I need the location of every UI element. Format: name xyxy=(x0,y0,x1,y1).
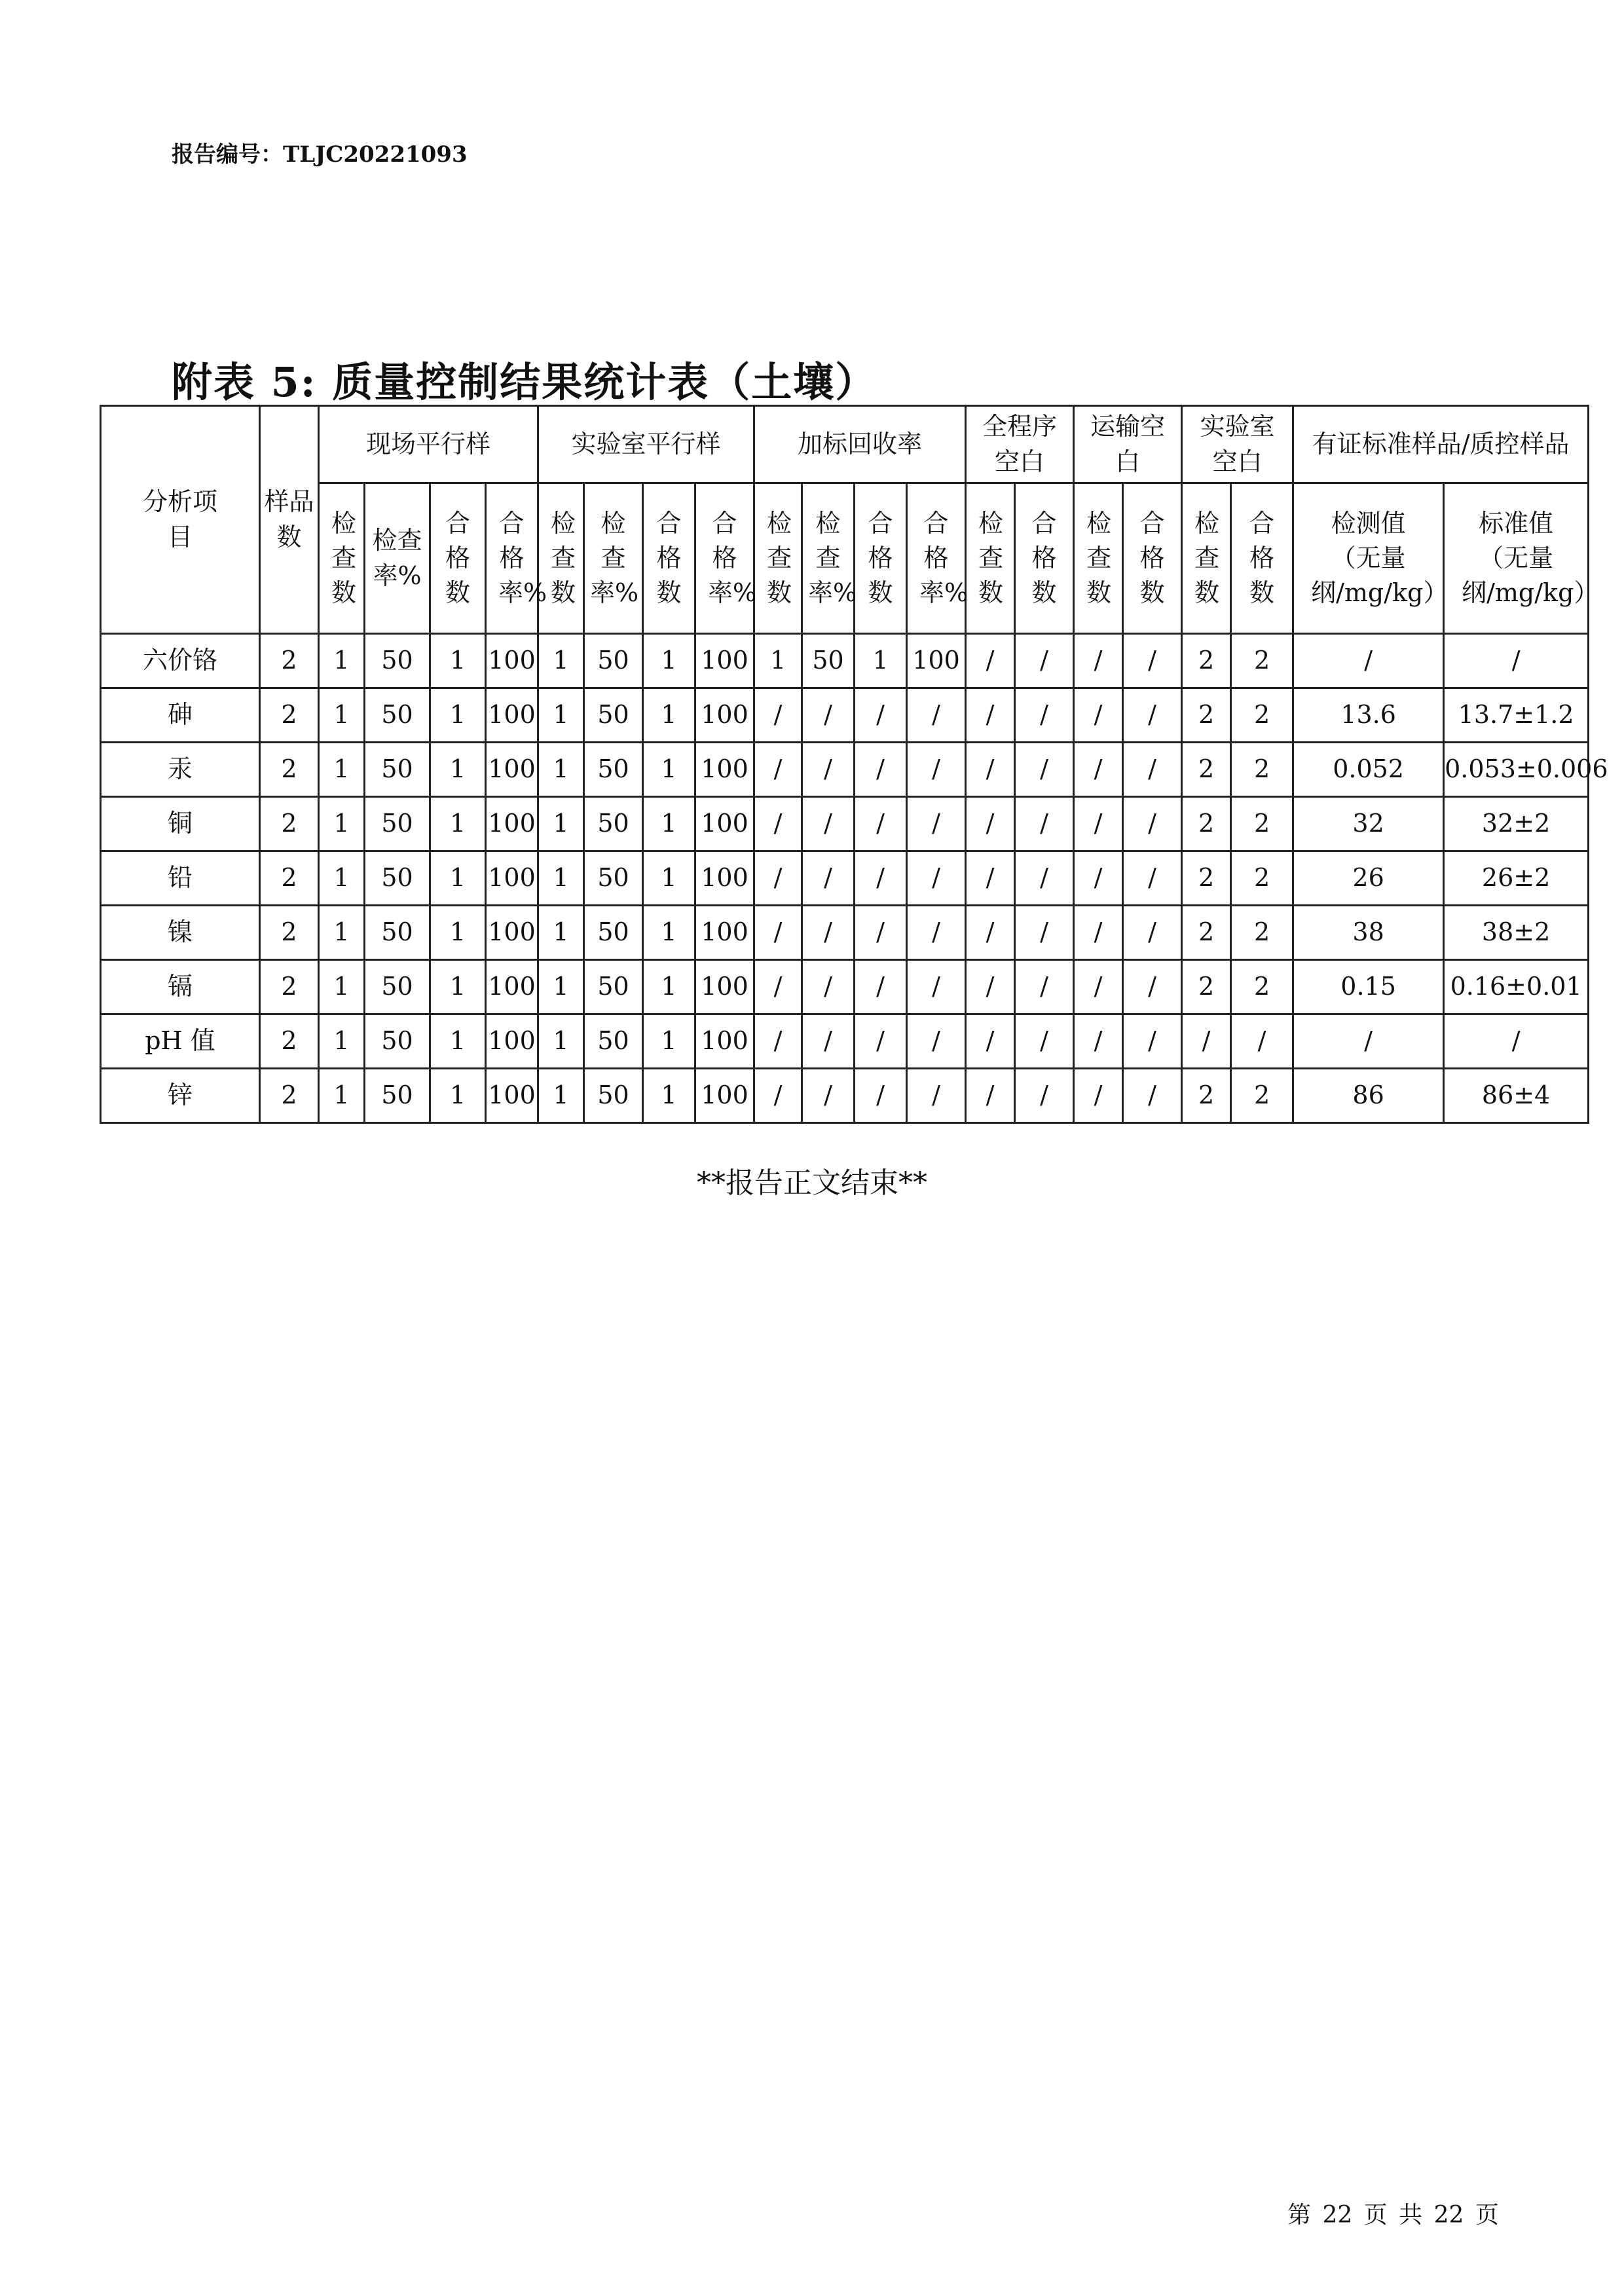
subheader-check-rate: 检查率% xyxy=(802,483,855,634)
table-cell: 2 xyxy=(1182,1069,1231,1123)
table-cell: / xyxy=(754,960,802,1014)
table-cell: 100 xyxy=(486,743,538,797)
table-cell: 1 xyxy=(538,634,584,688)
subheader-pass-count: 合格数 xyxy=(855,483,907,634)
table-cell: 2 xyxy=(1231,1069,1293,1123)
table-row xyxy=(101,743,1589,797)
table-cell: / xyxy=(1444,634,1589,688)
table-cell: 1 xyxy=(430,634,486,688)
table-cell: / xyxy=(855,960,907,1014)
table-cell: 100 xyxy=(695,851,754,906)
table-cell: 1 xyxy=(319,634,365,688)
subheader-pass-count: 合格数 xyxy=(1231,483,1293,634)
row-item-name: pH 值 xyxy=(101,1014,260,1069)
table-cell: / xyxy=(802,743,855,797)
table-row xyxy=(101,688,1589,743)
table-cell: 2 xyxy=(1231,743,1293,797)
subheader-check-count: 检查数 xyxy=(754,483,802,634)
table-cell: 2 xyxy=(1182,743,1231,797)
table-cell: 1 xyxy=(319,797,365,851)
table-cell: 0.053±0.006 xyxy=(1444,743,1589,797)
table-cell: 26±2 xyxy=(1444,851,1589,906)
table-cell: 50 xyxy=(365,906,430,960)
table-cell: 100 xyxy=(486,797,538,851)
table-cell: 50 xyxy=(584,634,643,688)
table-cell: / xyxy=(1123,960,1182,1014)
table-cell: 0.052 xyxy=(1293,743,1444,797)
row-item-name: 锌 xyxy=(101,1069,260,1123)
table-cell: 1 xyxy=(643,797,695,851)
table-cell: 50 xyxy=(584,1014,643,1069)
table-cell: 100 xyxy=(486,634,538,688)
table-cell: 100 xyxy=(695,634,754,688)
table-cell: 1 xyxy=(754,634,802,688)
table-cell: 1 xyxy=(319,906,365,960)
table-cell: 100 xyxy=(486,688,538,743)
table-cell: 2 xyxy=(260,851,319,906)
table-cell: / xyxy=(1123,1069,1182,1123)
table-cell: 50 xyxy=(365,1014,430,1069)
table-cell: 100 xyxy=(907,634,966,688)
table-cell: / xyxy=(1293,634,1444,688)
table-cell: / xyxy=(907,1014,966,1069)
table-cell: 50 xyxy=(365,688,430,743)
table-row xyxy=(101,960,1589,1014)
table-cell: 86±4 xyxy=(1444,1069,1589,1123)
table-cell: / xyxy=(1231,1014,1293,1069)
header-item: 分析项目 xyxy=(101,406,260,634)
subheader-pass-rate: 合格率% xyxy=(907,483,966,634)
table-cell: 50 xyxy=(584,1069,643,1123)
end-of-report: **报告正文结束** xyxy=(697,1166,927,1200)
table-cell: / xyxy=(802,960,855,1014)
table-cell: 2 xyxy=(260,743,319,797)
table-cell: / xyxy=(966,634,1015,688)
group-certified-standard: 有证标准样品/质控样品 xyxy=(1293,406,1589,483)
table-cell: 1 xyxy=(538,1014,584,1069)
table-cell: 1 xyxy=(643,960,695,1014)
group-transport-blank: 运输空白 xyxy=(1074,406,1182,483)
table-cell: / xyxy=(1074,851,1123,906)
table-cell: 2 xyxy=(260,1014,319,1069)
qc-table xyxy=(100,405,1608,1124)
table-cell: 32 xyxy=(1293,797,1444,851)
table-cell: 50 xyxy=(802,634,855,688)
table-cell: / xyxy=(855,688,907,743)
table-cell: 13.6 xyxy=(1293,688,1444,743)
table-cell: / xyxy=(855,1014,907,1069)
table-cell: / xyxy=(1074,797,1123,851)
row-item-name: 铜 xyxy=(101,797,260,851)
subheader-check-rate: 检查率% xyxy=(584,483,643,634)
table-cell: 100 xyxy=(695,743,754,797)
table-cell: / xyxy=(907,1069,966,1123)
subheader-pass-count: 合格数 xyxy=(643,483,695,634)
row-item-name: 砷 xyxy=(101,688,260,743)
table-cell: 2 xyxy=(260,1069,319,1123)
table-cell: / xyxy=(1015,743,1074,797)
table-cell: 2 xyxy=(260,797,319,851)
table-cell: / xyxy=(802,906,855,960)
table-cell: / xyxy=(907,851,966,906)
table-cell: 50 xyxy=(365,851,430,906)
table-cell: / xyxy=(1123,634,1182,688)
table-row xyxy=(101,797,1589,851)
table-cell: / xyxy=(1293,1014,1444,1069)
table-cell: 100 xyxy=(486,1014,538,1069)
subheader-pass-count: 合格数 xyxy=(430,483,486,634)
table-cell: 1 xyxy=(430,906,486,960)
table-cell: / xyxy=(1015,960,1074,1014)
table-cell: / xyxy=(1123,851,1182,906)
table-cell: 2 xyxy=(260,906,319,960)
table-cell: / xyxy=(1015,688,1074,743)
table-cell: / xyxy=(1015,1014,1074,1069)
table-cell: 1 xyxy=(643,743,695,797)
table-cell: 1 xyxy=(319,851,365,906)
table-cell: 1 xyxy=(538,797,584,851)
table-cell: / xyxy=(802,1014,855,1069)
subheader-pass-rate: 合格率% xyxy=(486,483,538,634)
table-cell: / xyxy=(754,688,802,743)
table-cell: 38 xyxy=(1293,906,1444,960)
table-cell: / xyxy=(855,743,907,797)
subheader-check-count: 检查数 xyxy=(966,483,1015,634)
table-cell: 2 xyxy=(1182,960,1231,1014)
table-cell: / xyxy=(754,797,802,851)
table-cell: / xyxy=(1015,851,1074,906)
table-cell: 50 xyxy=(584,797,643,851)
table-cell: 50 xyxy=(365,960,430,1014)
table-cell: / xyxy=(966,960,1015,1014)
table-cell: 1 xyxy=(538,960,584,1014)
table-cell: 0.15 xyxy=(1293,960,1444,1014)
table-title: 附表 5: 质量控制结果统计表（土壤） xyxy=(172,358,877,406)
table-cell: / xyxy=(907,960,966,1014)
table-cell: 2 xyxy=(1231,906,1293,960)
table-cell: 100 xyxy=(486,906,538,960)
table-cell: 26 xyxy=(1293,851,1444,906)
row-item-name: 六价铬 xyxy=(101,634,260,688)
group-lab-parallel: 实验室平行样 xyxy=(538,406,754,483)
table-cell: 13.7±1.2 xyxy=(1444,688,1589,743)
table-cell: 2 xyxy=(1231,688,1293,743)
table-cell: 100 xyxy=(486,960,538,1014)
table-cell: 2 xyxy=(260,960,319,1014)
table-cell: / xyxy=(1182,1014,1231,1069)
subheader-check-count: 检查数 xyxy=(1074,483,1123,634)
table-cell: 50 xyxy=(584,851,643,906)
group-field-parallel: 现场平行样 xyxy=(319,406,538,483)
table-cell: / xyxy=(1015,906,1074,960)
table-cell: 1 xyxy=(538,688,584,743)
header-sample-count: 样品数 xyxy=(260,406,319,634)
table-cell: / xyxy=(966,906,1015,960)
table-cell: / xyxy=(855,1069,907,1123)
table-cell: 2 xyxy=(1182,688,1231,743)
table-cell: 100 xyxy=(695,1069,754,1123)
table-cell: 1 xyxy=(538,851,584,906)
table-row xyxy=(101,906,1589,960)
table-cell: 50 xyxy=(365,1069,430,1123)
subheader-standard: 标准值（无量纲/mg/kg） xyxy=(1444,483,1589,634)
table-cell: 1 xyxy=(319,1069,365,1123)
table-cell: 86 xyxy=(1293,1069,1444,1123)
table-cell: 1 xyxy=(538,1069,584,1123)
subheader-check-count: 检查数 xyxy=(319,483,365,634)
table-cell: 2 xyxy=(1231,797,1293,851)
table-cell: / xyxy=(907,797,966,851)
table-cell: 50 xyxy=(584,960,643,1014)
table-cell: 50 xyxy=(584,688,643,743)
table-cell: / xyxy=(754,1069,802,1123)
report-number: 报告编号：TLJC20221093 xyxy=(172,141,468,168)
table-cell: / xyxy=(855,906,907,960)
table-cell: / xyxy=(1123,797,1182,851)
table-cell: 1 xyxy=(430,797,486,851)
table-cell: / xyxy=(1074,743,1123,797)
table-cell: 2 xyxy=(260,688,319,743)
table-cell: 1 xyxy=(643,1069,695,1123)
table-cell: 100 xyxy=(695,797,754,851)
table-cell: / xyxy=(1123,1014,1182,1069)
table-cell: 50 xyxy=(584,906,643,960)
row-item-name: 汞 xyxy=(101,743,260,797)
table-cell: / xyxy=(1444,1014,1589,1069)
table-cell: 1 xyxy=(430,1014,486,1069)
table-cell: 100 xyxy=(695,688,754,743)
table-cell: / xyxy=(1074,960,1123,1014)
subheader-pass-count: 合格数 xyxy=(1123,483,1182,634)
table-cell: / xyxy=(855,851,907,906)
table-cell: 100 xyxy=(486,1069,538,1123)
table-cell: / xyxy=(907,906,966,960)
subheader-check-count: 检查数 xyxy=(538,483,584,634)
table-cell: 1 xyxy=(538,743,584,797)
table-cell: 0.16±0.01 xyxy=(1444,960,1589,1014)
table-cell: / xyxy=(754,743,802,797)
table-cell: 50 xyxy=(365,797,430,851)
subheader-check-count: 检查数 xyxy=(1182,483,1231,634)
subheader-pass-count: 合格数 xyxy=(1015,483,1074,634)
table-row xyxy=(101,851,1589,906)
table-cell: / xyxy=(802,851,855,906)
table-cell: 2 xyxy=(260,634,319,688)
subheader-check-rate: 检查率% xyxy=(365,483,430,634)
table-cell: / xyxy=(1123,743,1182,797)
table-cell: 1 xyxy=(319,688,365,743)
table-cell: / xyxy=(754,1014,802,1069)
table-cell: / xyxy=(1123,906,1182,960)
table-cell: / xyxy=(1074,634,1123,688)
table-row xyxy=(101,1069,1589,1123)
table-cell: / xyxy=(1074,1014,1123,1069)
table-cell: / xyxy=(1074,1069,1123,1123)
row-item-name: 铅 xyxy=(101,851,260,906)
table-cell: 1 xyxy=(643,851,695,906)
table-cell: / xyxy=(754,851,802,906)
table-cell: 1 xyxy=(319,960,365,1014)
table-cell: 1 xyxy=(538,906,584,960)
table-cell: 1 xyxy=(430,688,486,743)
table-cell: 1 xyxy=(319,743,365,797)
table-cell: 2 xyxy=(1231,634,1293,688)
table-cell: 1 xyxy=(430,743,486,797)
table-cell: 50 xyxy=(584,743,643,797)
table-cell: / xyxy=(855,797,907,851)
table-cell: 50 xyxy=(365,743,430,797)
table-cell: 100 xyxy=(695,1014,754,1069)
table-cell: 100 xyxy=(695,960,754,1014)
table-cell: / xyxy=(966,851,1015,906)
table-cell: 2 xyxy=(1182,634,1231,688)
table-cell: 1 xyxy=(430,1069,486,1123)
table-cell: 100 xyxy=(486,851,538,906)
group-lab-blank: 实验室空白 xyxy=(1182,406,1293,483)
table-cell: 1 xyxy=(430,960,486,1014)
table-row xyxy=(101,634,1589,688)
table-cell: 2 xyxy=(1182,851,1231,906)
group-spike-recovery: 加标回收率 xyxy=(754,406,966,483)
table-cell: / xyxy=(1074,688,1123,743)
table-cell: / xyxy=(966,797,1015,851)
row-item-name: 镍 xyxy=(101,906,260,960)
table-cell: 2 xyxy=(1231,851,1293,906)
table-cell: 1 xyxy=(643,1014,695,1069)
page-number: 第 22 页 共 22 页 xyxy=(1287,2202,1499,2229)
table-cell: / xyxy=(1015,797,1074,851)
table-cell: / xyxy=(907,688,966,743)
subheader-pass-rate: 合格率% xyxy=(695,483,754,634)
table-cell: 1 xyxy=(319,1014,365,1069)
table-cell: 32±2 xyxy=(1444,797,1589,851)
table-cell: 2 xyxy=(1231,960,1293,1014)
table-cell: 50 xyxy=(365,634,430,688)
table-cell: 1 xyxy=(643,906,695,960)
table-row xyxy=(101,1014,1589,1069)
table-cell: / xyxy=(966,688,1015,743)
subheader-measured: 检测值（无量纲/mg/kg） xyxy=(1293,483,1444,634)
table-cell: 1 xyxy=(643,688,695,743)
table-cell: / xyxy=(907,743,966,797)
table-cell: 2 xyxy=(1182,797,1231,851)
table-cell: 1 xyxy=(855,634,907,688)
row-item-name: 镉 xyxy=(101,960,260,1014)
table-cell: / xyxy=(966,1014,1015,1069)
table-cell: 2 xyxy=(1182,906,1231,960)
table-cell: / xyxy=(1123,688,1182,743)
table-cell: / xyxy=(1015,634,1074,688)
table-cell: / xyxy=(1015,1069,1074,1123)
table-cell: / xyxy=(966,743,1015,797)
table-cell: / xyxy=(802,797,855,851)
table-cell: / xyxy=(802,1069,855,1123)
table-cell: / xyxy=(802,688,855,743)
table-cell: 1 xyxy=(643,634,695,688)
table-cell: 38±2 xyxy=(1444,906,1589,960)
table-cell: / xyxy=(1074,906,1123,960)
table-cell: / xyxy=(754,906,802,960)
table-cell: 100 xyxy=(695,906,754,960)
table-cell: 1 xyxy=(430,851,486,906)
group-full-blank: 全程序空白 xyxy=(966,406,1074,483)
table-cell: / xyxy=(966,1069,1015,1123)
